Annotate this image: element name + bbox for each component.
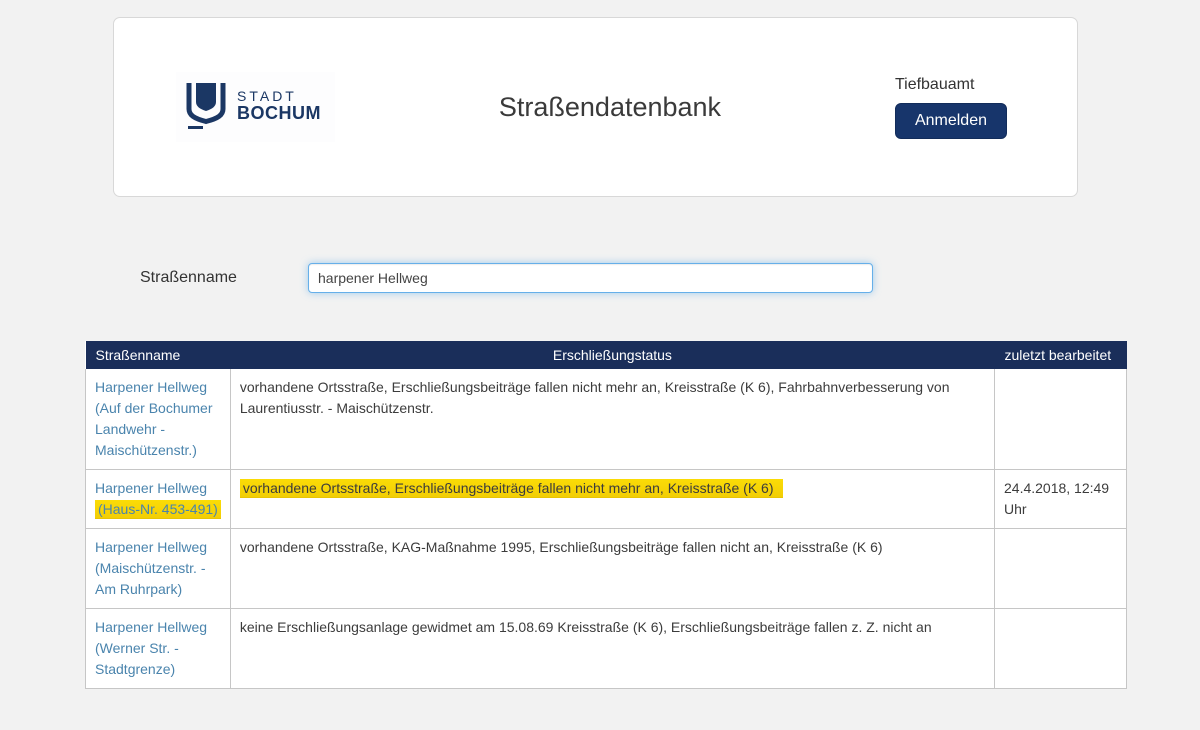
- street-name-cell: [86, 470, 231, 529]
- search-row: [140, 263, 1200, 293]
- stadt-bochum-logo: [176, 72, 335, 142]
- last-edited-cell: [995, 369, 1127, 470]
- status-text: keine Erschließungsanlage gewidmet am 15.08.69 Kreisstraße (K 6), Erschließungsbeiträge fallen z. Z. nicht an: [239, 619, 932, 635]
- street-name-cell: [86, 529, 231, 609]
- table-row: [86, 369, 1127, 470]
- status-text: vorhandene Ortsstraße, KAG-Maßnahme 1995, Erschließungsbeiträge fallen nicht an, Kreisstraße (K 6): [239, 539, 883, 555]
- street-link[interactable]: Harpener Hellweg (Werner Str. - Stadtgrenze): [95, 619, 208, 677]
- streets-table-header: [86, 341, 1127, 369]
- column-header-zuletzt-bearbeitet: zuletzt bearbeitet: [995, 341, 1127, 369]
- table-row: [86, 529, 1127, 609]
- logo-bochum-label: BOCHUM: [237, 102, 321, 123]
- street-name-label: Straßenname: [140, 269, 237, 286]
- streets-table-body: [86, 369, 1127, 689]
- street-link[interactable]: Harpener Hellweg (Haus-Nr. 453-491): [95, 480, 221, 518]
- logo-text: [237, 89, 321, 123]
- status-text: vorhandene Ortsstraße, Erschließungsbeiträge fallen nicht mehr an, Kreisstraße (K 6), Fahrbahnverbesserung von Laurentiusstr. - Maischützenstr.: [239, 379, 950, 416]
- status-cell: [230, 609, 994, 689]
- column-header-strassenname: Straßenname: [86, 341, 231, 369]
- street-link[interactable]: Harpener Hellweg (Maischützenstr. - Am Ruhrpark): [95, 539, 208, 597]
- last-edited-cell: 24.4.2018, 12:49 Uhr: [995, 470, 1127, 529]
- column-header-erschliessungstatus: Erschließungstatus: [230, 341, 994, 369]
- header-card: [113, 17, 1078, 197]
- highlighted-street-name-part: (Haus-Nr. 453-491): [95, 500, 221, 518]
- anmelden-button[interactable]: Anmelden: [895, 103, 1007, 139]
- table-row: [86, 470, 1127, 529]
- page-title: Straßendatenbank: [498, 91, 722, 122]
- street-name-cell: [86, 369, 231, 470]
- department-label: Tiefbauamt: [894, 75, 975, 93]
- last-edited-cell: [995, 529, 1127, 609]
- last-edited-cell: [995, 609, 1127, 689]
- street-search-input[interactable]: [308, 263, 873, 293]
- auth-area: [895, 76, 1007, 139]
- street-link[interactable]: Harpener Hellweg (Auf der Bochumer Landwehr - Maischützenstr.): [95, 379, 213, 458]
- logo-stadt-label: STADT: [237, 88, 297, 105]
- streets-table: [85, 341, 1127, 689]
- street-name-cell: [86, 609, 231, 689]
- bochum-emblem-icon: [184, 82, 228, 130]
- status-cell: [230, 529, 994, 609]
- status-cell: [230, 369, 994, 470]
- status-text: vorhandene Ortsstraße, Erschließungsbeiträge fallen nicht mehr an, Kreisstraße (K 6): [240, 479, 783, 497]
- status-cell: [230, 470, 994, 529]
- table-row: [86, 609, 1127, 689]
